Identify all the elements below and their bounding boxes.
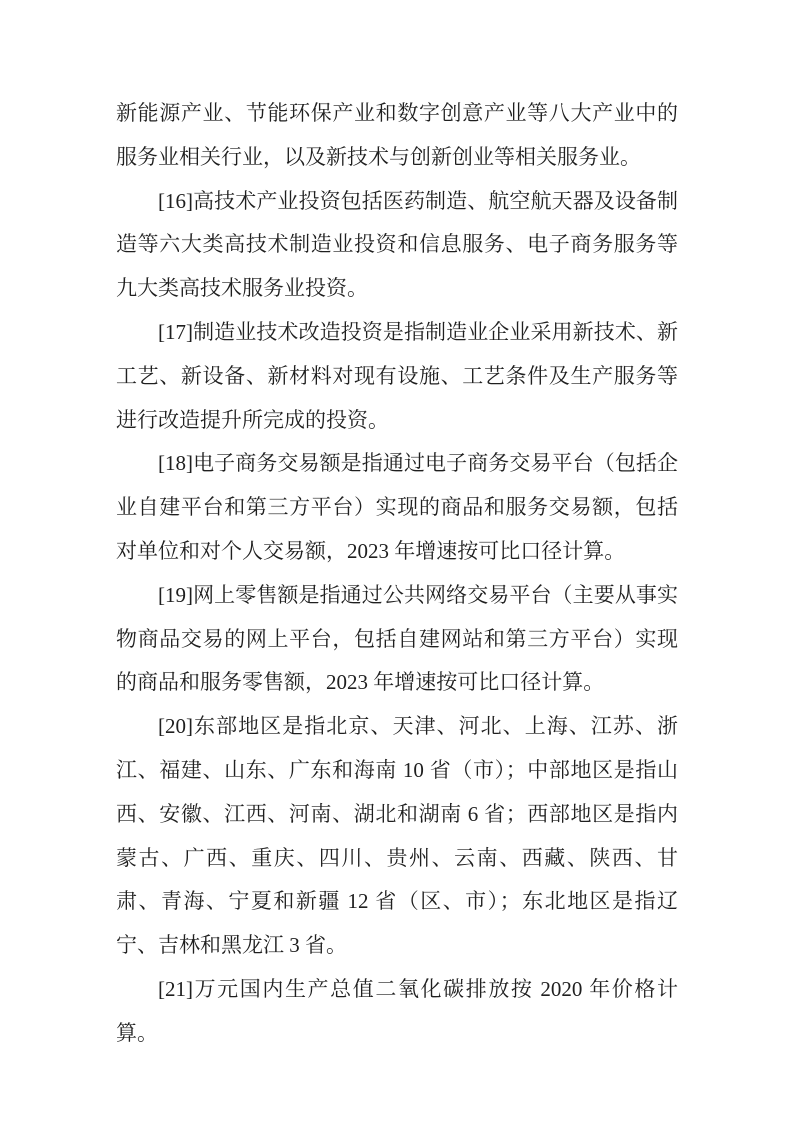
- notes-section: [116, 92, 678, 1056]
- footnote-paragraph-18: [18]电子商务交易额是指通过电子商务交易平台（包括企业自建平台和第三方平台）实现的商品和服务交易额，包括对单位和对个人交易额，2023 年增速按可比口径计算。: [116, 451, 678, 563]
- footnote-paragraph-21: [21]万元国内生产总值二氧化碳排放按 2020 年价格计算。: [116, 976, 678, 1045]
- footnote-paragraph-19: [19]网上零售额是指通过公共网络交易平台（主要从事实物商品交易的网上平台，包括自建网站和第三方平台）实现的商品和服务零售额，2023 年增速按可比口径计算。: [116, 582, 678, 695]
- footnote-paragraph-16: [16]高技术产业投资包括医药制造、航空航天器及设备制造等六大类高技术制造业投资和信息服务、电子商务服务等九大类高技术服务业投资。: [116, 188, 678, 301]
- footnote-paragraph-17: [17]制造业技术改造投资是指制造业企业采用新技术、新工艺、新设备、新材料对现有设施、工艺条件及生产服务等进行改造提升所完成的投资。: [116, 319, 678, 432]
- footnote-paragraph-20: [20]东部地区是指北京、天津、河北、上海、江苏、浙江、福建、山东、广东和海南 10 省（市）；中部地区是指山西、安徽、江西、河南、湖北和湖南 6 省；西部地区是指内蒙古、广西、重庆、四川、贵州、云南、西藏、陕西、甘肃、青海、宁夏和新疆 12 省（区、市）；东北地区是指辽宁、吉林和黑龙江 3 省。: [116, 714, 678, 958]
- footnote-paragraph-continuation: 新能源产业、节能环保产业和数字创意产业等八大产业中的服务业相关行业，以及新技术与创新创业等相关服务业。: [116, 101, 678, 169]
